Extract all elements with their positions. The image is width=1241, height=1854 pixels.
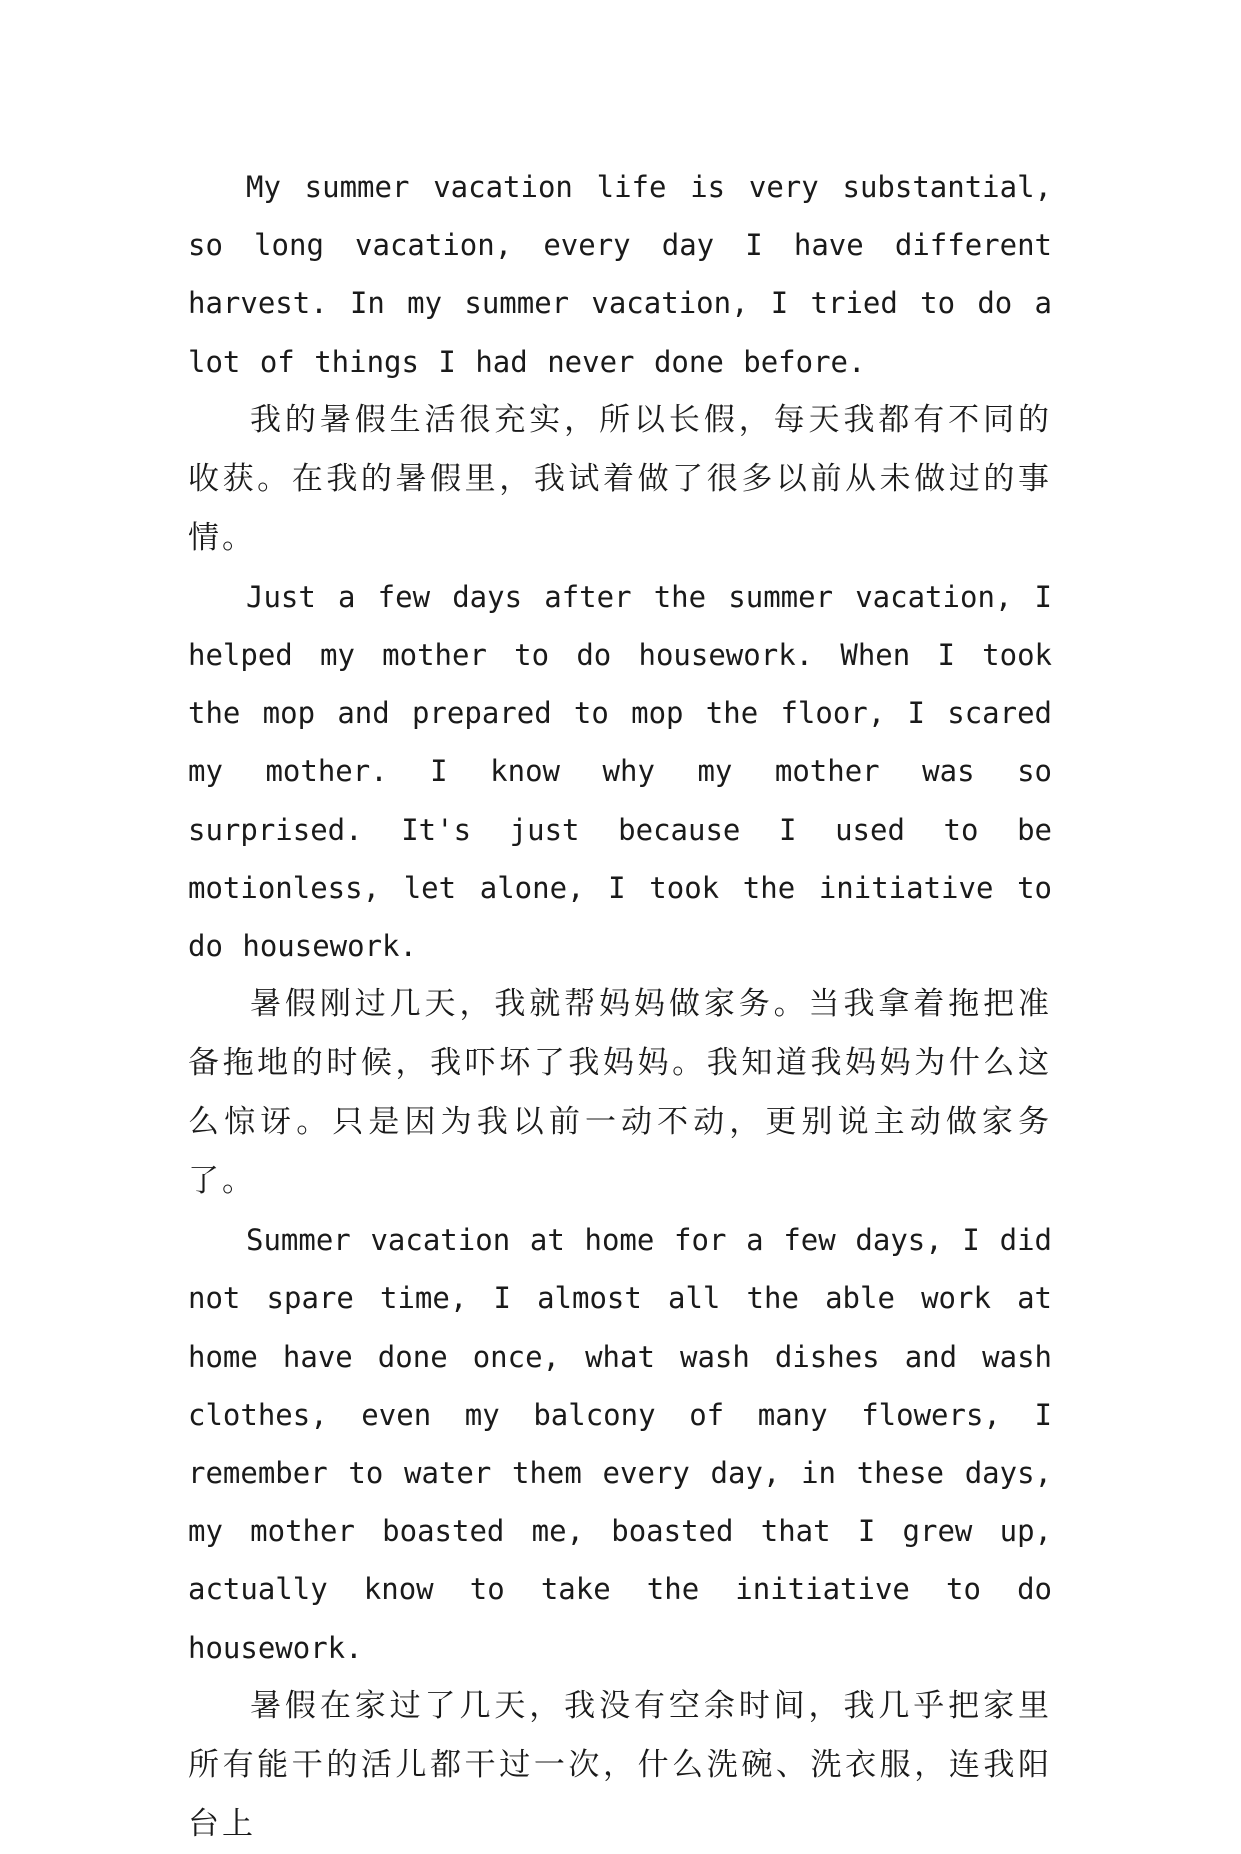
document-body bbox=[188, 158, 1052, 1854]
paragraph-english-2: Just a few days after the summer vacation, I helped my mother to do housework. When I took the mop and prepared to mop the floor, I scared my mother. I know why my mother was so surprised. It's just because I used to be motionless, let alone, I took the initiative to do housework. bbox=[188, 579, 1052, 964]
paragraph-english-1: My summer vacation life is very substantial, so long vacation, every day I have different harvest. In my summer vacation, I tried to do a lot of things I had never done before. bbox=[188, 170, 1052, 379]
paragraph-chinese-2: 暑假刚过几天，我就帮妈妈做家务。当我拿着拖把准备拖地的时候，我吓坏了我妈妈。我知道我妈妈为什么这么惊讶。只是因为我以前一动不动，更别说主动做家务了。 bbox=[188, 986, 1052, 1200]
paragraph-english-3: Summer vacation at home for a few days, I did not spare time, I almost all the able work at home have done once, what wash dishes and wash clothes, even my balcony of many flowers, I remember to water them every day, in these days, my mother boasted me, boasted that I grew up, actually know to take the initiative to do housework. bbox=[188, 1223, 1052, 1665]
paragraph-chinese-1: 我的暑假生活很充实，所以长假，每天我都有不同的收获。在我的暑假里，我试着做了很多以前从未做过的事情。 bbox=[188, 401, 1052, 556]
paragraph-chinese-3: 暑假在家过了几天，我没有空余时间，我几乎把家里所有能干的活儿都干过一次，什么洗碗、洗衣服，连我阳台上 bbox=[188, 1687, 1052, 1842]
